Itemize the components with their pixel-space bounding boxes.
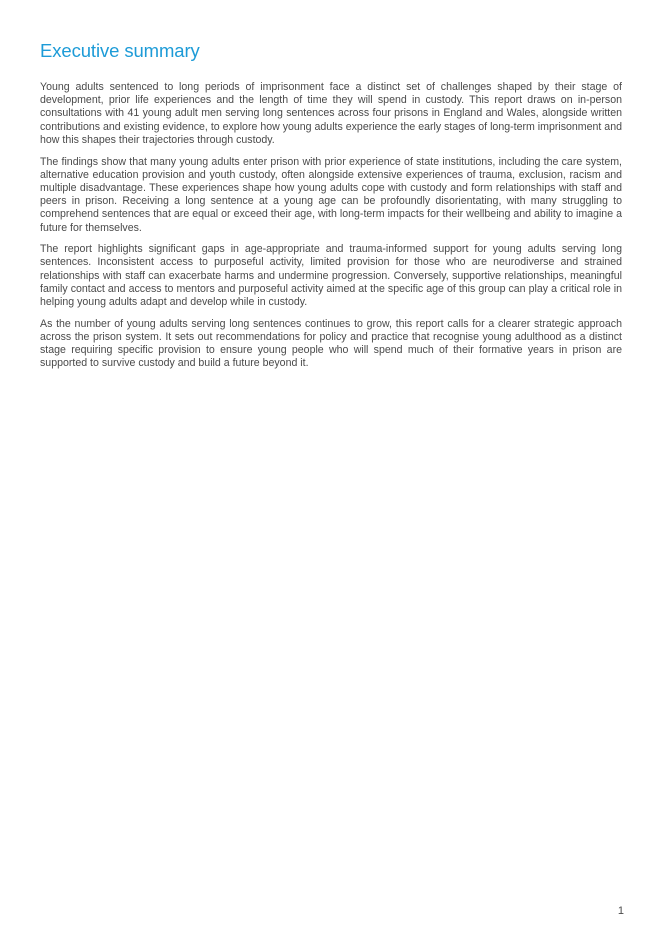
paragraph-recommendations: As the number of young adults serving long sentences continues to grow, this report calls for a clearer strategic approach across the prison system. It sets out recommendations for policy and practice that recognise young adulthood as a distinct stage requiring specific provision to ensure young people who will spend much of their formative years in prison are supported to survive custody and build a future beyond it. bbox=[40, 317, 622, 370]
section-heading: Executive summary bbox=[40, 40, 200, 61]
paragraph-gaps: The report highlights significant gaps in age-appropriate and trauma-informed support for young adults serving long sentences. Inconsistent access to purposeful activity, limited provision for those who are neurodiverse and strained relationships with staff can exacerbate harms and undermine progression. Conversely, supportive relationships, meaningful family contact and access to mentors and purposeful activity aimed at the specific age of this group can play a critical role in helping young adults adapt and develop while in custody. bbox=[40, 243, 622, 309]
page-number: 1 bbox=[617, 905, 624, 917]
paragraph-findings: The findings show that many young adults enter prison with prior experience of state institutions, including the care system, alternative education provision and youth custody, often alongside extensive experiences of trauma, exclusion, racism and multiple disadvantage. These experiences shape how young adults cope with custody and form relationships with staff and peers in prison. Receiving a long sentence at a young age can be profoundly disorientating, with many struggling to comprehend sentences that are equal or exceed their age, with long-term impacts for their wellbeing and ability to imagine a future for themselves. bbox=[40, 155, 622, 234]
summary-body bbox=[40, 81, 622, 379]
paragraph-intro: Young adults sentenced to long periods of imprisonment face a distinct set of challenges shaped by their stage of development, prior life experiences and the length of time they will spend in custody. This report draws on in-person consultations with 41 young adult men serving long sentences across four prisons in England and Wales, alongside written contributions and existing evidence, to explore how young adults experience the early stages of long-term imprisonment and how this shapes their trajectories through custody. bbox=[40, 81, 622, 146]
